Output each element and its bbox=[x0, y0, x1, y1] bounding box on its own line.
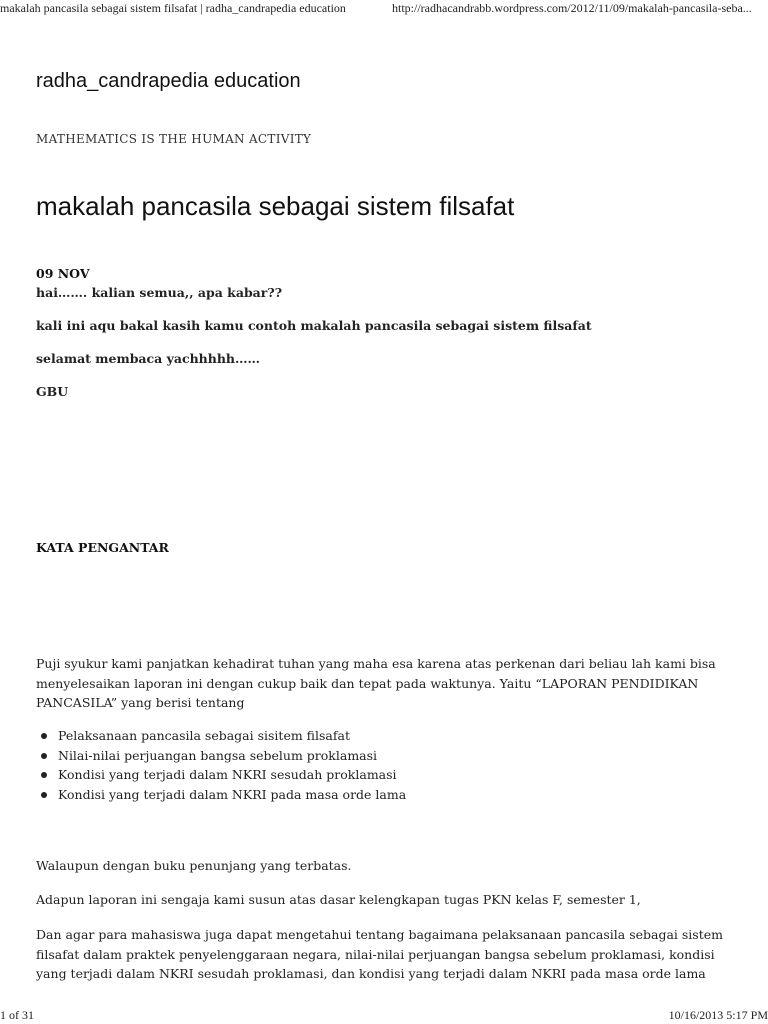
list-item bbox=[36, 726, 406, 746]
page-number: 1 of 31 bbox=[0, 1008, 34, 1022]
print-datetime: 10/16/2013 5:17 PM bbox=[668, 1008, 768, 1022]
list-item bbox=[36, 785, 406, 805]
bullet-icon bbox=[41, 792, 47, 798]
intro-closing: selamat membaca yachhhhh…… bbox=[36, 351, 261, 366]
paragraph-tugas: Adapun laporan ini sengaja kami susun atas dasar kelengkapan tugas PKN kelas F, semester 1, bbox=[36, 892, 641, 907]
bullet-icon bbox=[41, 753, 47, 759]
site-tagline: MATHEMATICS IS THE HUMAN ACTIVITY bbox=[36, 132, 312, 146]
section-heading: KATA PENGANTAR bbox=[36, 540, 169, 555]
intro-greeting: hai……. kalian semua,, apa kabar?? bbox=[36, 285, 283, 300]
paragraph-tujuan: Dan agar para mahasiswa juga dapat mengetahui tentang bagaimana pelaksanaan pancasila sebagai sistem filsafat dalam praktek penyelenggaraan negara, nilai-nilai perjuangan bangsa sebelum proklamasi, kondisi yang terjadi dalam NKRI sesudah proklamasi, dan kondisi yang terjadi dalam NKRI pada masa orde lama bbox=[36, 927, 723, 981]
print-header-title: makalah pancasila sebagai sistem filsafat | radha_candrapedia education bbox=[0, 1, 346, 15]
print-header-url: http://radhacandrabb.wordpress.com/2012/11/09/makalah-pancasila-seba... bbox=[392, 1, 752, 15]
post-date: 09 NOV bbox=[36, 266, 90, 281]
post-intro bbox=[36, 284, 736, 416]
post-title: makalah pancasila sebagai sistem filsafat bbox=[36, 191, 515, 221]
print-header bbox=[0, 0, 768, 18]
list-item-text: Kondisi yang terjadi dalam NKRI sesudah proklamasi bbox=[58, 767, 397, 782]
print-footer bbox=[0, 1004, 768, 1024]
list-item bbox=[36, 765, 406, 785]
paragraph-pengantar: Puji syukur kami panjatkan kehadirat tuhan yang maha esa karena atas perkenan dari beliau lah kami bisa menyelesaikan laporan ini dengan cukup baik dan tepat pada waktunya. Yaitu “LAPORAN PENDIDIKAN PANCASILA” yang berisi tentang bbox=[36, 656, 716, 710]
bullet-icon bbox=[41, 733, 47, 739]
list-item-text: Nilai-nilai perjuangan bangsa sebelum proklamasi bbox=[58, 747, 378, 763]
topic-list bbox=[36, 726, 406, 804]
intro-description: kali ini aqu bakal kasih kamu contoh makalah pancasila sebagai sistem filsafat bbox=[36, 318, 592, 333]
list-item-text: Kondisi yang terjadi dalam NKRI pada masa orde lama bbox=[58, 786, 407, 802]
bullet-icon bbox=[41, 772, 47, 778]
list-item-text: Pelaksanaan pancasila sebagai sisitem filsafat bbox=[58, 728, 350, 743]
paragraph-buku: Walaupun dengan buku penunjang yang terbatas. bbox=[36, 858, 352, 873]
list-item bbox=[36, 746, 406, 766]
site-title-link[interactable]: radha_candrapedia education bbox=[36, 70, 301, 92]
intro-signoff: GBU bbox=[36, 384, 69, 399]
